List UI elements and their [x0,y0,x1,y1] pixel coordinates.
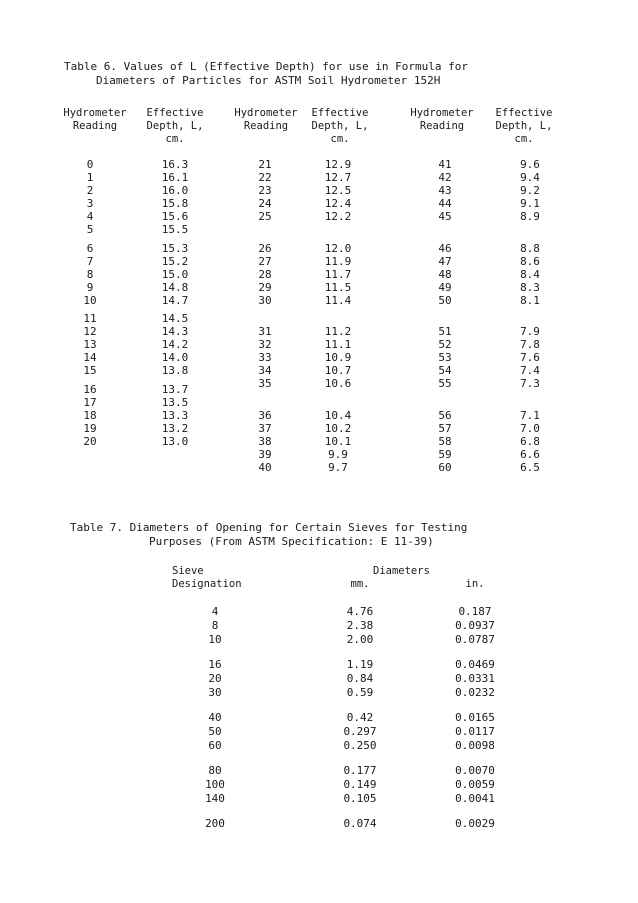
effective-depth-value: 10.9 [324,351,352,364]
diameter-mm-value: 1.19 [346,658,374,671]
diameter-mm-value: 0.149 [343,778,377,791]
table6-header-depth-2: Effective Depth, L, cm. [311,107,369,145]
diameter-in-value: 0.0232 [455,686,495,699]
hydrometer-reading-value: 46 [438,241,452,255]
effective-depth-value: 15.5 [161,223,189,236]
diameter-mm-value: 2.00 [346,633,374,646]
hydrometer-reading-value: 20 [83,434,97,448]
effective-depth-value: 10.2 [324,421,352,435]
hydrometer-reading-value: 39 [258,447,272,461]
diameter-mm-value: 0.59 [346,686,374,699]
diameter-mm-value: 0.250 [343,739,377,752]
hydrometer-reading-value: 41 [438,158,452,171]
effective-depth-value: 8.8 [520,241,540,255]
hydrometer-reading-value: 52 [438,338,452,351]
effective-depth-value: 14.7 [161,293,189,307]
effective-depth-value: 8.4 [520,267,540,281]
effective-depth-value: 13.5 [161,395,189,409]
effective-depth-value: 12.0 [324,241,352,255]
effective-depth-value: 13.7 [161,382,189,396]
effective-depth-value: 8.3 [520,280,540,294]
effective-depth-value: 7.6 [520,351,540,364]
effective-depth-value: 7.9 [520,325,540,338]
effective-depth-value: 7.4 [520,364,540,377]
diameter-mm-value: 0.105 [343,792,377,805]
diameter-in-value: 0.0469 [455,658,495,671]
hydrometer-reading-value: 34 [258,364,272,377]
sieve-designation-value: 20 [208,672,222,685]
hydrometer-reading-value: 44 [438,197,452,210]
diameter-mm-value: 0.84 [346,672,374,685]
hydrometer-reading-value: 8 [86,267,94,281]
hydrometer-reading-value: 7 [86,254,94,268]
effective-depth-value: 7.3 [520,377,540,390]
hydrometer-reading-value: 54 [438,364,452,377]
hydrometer-reading-value: 31 [258,325,272,338]
diameter-mm-value: 0.177 [343,764,377,777]
hydrometer-reading-value: 53 [438,351,452,364]
hydrometer-reading-value: 21 [258,158,272,171]
diameter-mm-value: 0.297 [343,725,377,738]
diameter-in-value: 0.0059 [455,778,495,791]
effective-depth-value: 12.4 [324,197,352,210]
hydrometer-reading-value: 19 [83,421,97,435]
table7-header-mm: mm. [350,578,370,590]
sieve-designation-value: 200 [205,817,225,830]
hydrometer-reading-value: 59 [438,447,452,461]
table6-header-reading-3: Hydrometer Reading [410,107,474,132]
hydrometer-reading-value: 42 [438,171,452,184]
effective-depth-value: 9.9 [328,447,348,461]
table7-header-diameters: Diameters [373,565,430,577]
hydrometer-reading-value: 32 [258,338,272,351]
hydrometer-reading-value: 43 [438,184,452,197]
sieve-designation-value: 10 [208,633,222,646]
table6-header-reading-1: Hydrometer Reading [63,107,127,132]
effective-depth-value: 9.4 [520,171,540,184]
hydrometer-reading-value: 11 [83,312,97,325]
effective-depth-value: 11.4 [324,293,352,307]
sieve-designation-value: 100 [205,778,225,791]
effective-depth-value: 11.5 [324,280,352,294]
effective-depth-value: 7.8 [520,338,540,351]
sieve-designation-value: 8 [211,619,219,632]
sieve-designation-value: 60 [208,739,222,752]
hydrometer-reading-value: 14 [83,351,97,364]
hydrometer-reading-value: 4 [86,210,94,223]
table6-header-depth-1: Effective Depth, L, cm. [146,107,204,145]
table6-header-depth-3: Effective Depth, L, cm. [495,107,553,145]
effective-depth-value: 6.5 [520,460,540,474]
hydrometer-reading-value: 50 [438,293,452,307]
table7-title-line2: Purposes (From ASTM Specification: E 11-39) [149,535,434,548]
hydrometer-reading-value: 17 [83,395,97,409]
effective-depth-value: 13.2 [161,421,189,435]
hydrometer-reading-value: 18 [83,408,97,422]
effective-depth-value: 7.1 [520,408,540,422]
effective-depth-value: 12.5 [324,184,352,197]
effective-depth-value: 7.0 [520,421,540,435]
hydrometer-reading-value: 3 [86,197,94,210]
hydrometer-reading-value: 58 [438,434,452,448]
hydrometer-reading-value: 47 [438,254,452,268]
hydrometer-reading-value: 49 [438,280,452,294]
effective-depth-value: 15.6 [161,210,189,223]
effective-depth-value: 13.3 [161,408,189,422]
hydrometer-reading-value: 5 [86,223,94,236]
diameter-mm-value: 0.42 [346,711,374,724]
table7-title-line1: Table 7. Diameters of Opening for Certain Sieves for Testing [70,521,468,534]
hydrometer-reading-value: 0 [86,158,94,171]
hydrometer-reading-value: 22 [258,171,272,184]
effective-depth-value: 9.2 [520,184,540,197]
diameter-in-value: 0.0041 [455,792,495,805]
hydrometer-reading-value: 6 [86,241,94,255]
hydrometer-reading-value: 48 [438,267,452,281]
effective-depth-value: 16.1 [161,171,189,184]
hydrometer-reading-value: 25 [258,210,272,223]
hydrometer-reading-value: 10 [83,293,97,307]
effective-depth-value: 12.9 [324,158,352,171]
table7-sieve-column [190,605,240,831]
table6-reading-column-1 [65,158,115,448]
sieve-designation-value: 80 [208,764,222,777]
hydrometer-reading-value: 51 [438,325,452,338]
effective-depth-value: 15.8 [161,197,189,210]
table6-title-line2: Diameters of Particles for ASTM Soil Hydrometer 152H [96,74,441,87]
effective-depth-value: 13.0 [161,434,189,448]
hydrometer-reading-value: 56 [438,408,452,422]
effective-depth-value: 12.7 [324,171,352,184]
hydrometer-reading-value: 30 [258,293,272,307]
hydrometer-reading-value: 24 [258,197,272,210]
diameter-in-value: 0.0937 [455,619,495,632]
hydrometer-reading-value: 2 [86,184,94,197]
effective-depth-value: 14.0 [161,351,189,364]
effective-depth-value: 9.1 [520,197,540,210]
hydrometer-reading-value: 33 [258,351,272,364]
table6-title-line1: Table 6. Values of L (Effective Depth) for use in Formula for [64,60,468,73]
diameter-in-value: 0.0098 [455,739,495,752]
hydrometer-reading-value: 26 [258,241,272,255]
effective-depth-value: 14.2 [161,338,189,351]
hydrometer-reading-value: 60 [438,460,452,474]
effective-depth-value: 8.9 [520,210,540,223]
table6-header-reading-2: Hydrometer Reading [234,107,298,132]
table6-depth-column-3 [505,158,555,474]
hydrometer-reading-value: 13 [83,338,97,351]
hydrometer-reading-value: 9 [86,280,94,294]
sieve-designation-value: 50 [208,725,222,738]
table6-depth-column-1 [150,158,200,448]
sieve-designation-value: 30 [208,686,222,699]
diameter-in-value: 0.187 [458,605,492,618]
hydrometer-reading-value: 35 [258,377,272,390]
effective-depth-value: 10.6 [324,377,352,390]
effective-depth-value: 11.2 [324,325,352,338]
table6-reading-column-2 [240,158,290,474]
effective-depth-value: 15.3 [161,241,189,255]
effective-depth-value: 14.3 [161,325,189,338]
effective-depth-value: 12.2 [324,210,352,223]
hydrometer-reading-value: 29 [258,280,272,294]
diameter-in-value: 0.0165 [455,711,495,724]
hydrometer-reading-value: 40 [258,460,272,474]
diameter-in-value: 0.0117 [455,725,495,738]
hydrometer-reading-value: 38 [258,434,272,448]
effective-depth-value: 16.0 [161,184,189,197]
effective-depth-value: 9.7 [328,460,348,474]
diameter-in-value: 0.0029 [455,817,495,830]
sieve-designation-value: 4 [211,605,219,618]
effective-depth-value: 13.8 [161,364,189,377]
hydrometer-reading-value: 15 [83,364,97,377]
hydrometer-reading-value: 16 [83,382,97,396]
hydrometer-reading-value: 37 [258,421,272,435]
sieve-designation-value: 40 [208,711,222,724]
diameter-in-value: 0.0787 [455,633,495,646]
hydrometer-reading-value: 1 [86,171,94,184]
effective-depth-value: 15.0 [161,267,189,281]
effective-depth-value: 16.3 [161,158,189,171]
table7-header-in: in. [465,578,485,590]
diameter-mm-value: 0.074 [343,817,377,830]
diameter-in-value: 0.0331 [455,672,495,685]
table7-header-sieve: Sieve Designation [172,565,242,590]
effective-depth-value: 9.6 [520,158,540,171]
sieve-designation-value: 140 [205,792,225,805]
effective-depth-value: 11.9 [324,254,352,268]
diameter-in-value: 0.0070 [455,764,495,777]
table7-in-column [440,605,510,831]
diameter-mm-value: 4.76 [346,605,374,618]
effective-depth-value: 14.8 [161,280,189,294]
hydrometer-reading-value: 57 [438,421,452,435]
effective-depth-value: 8.6 [520,254,540,268]
hydrometer-reading-value: 45 [438,210,452,223]
hydrometer-reading-value: 12 [83,325,97,338]
effective-depth-value: 10.7 [324,364,352,377]
hydrometer-reading-value: 36 [258,408,272,422]
table6-reading-column-3 [420,158,470,474]
hydrometer-reading-value: 55 [438,377,452,390]
effective-depth-value: 10.4 [324,408,352,422]
effective-depth-value: 15.2 [161,254,189,268]
table7-mm-column [330,605,390,831]
effective-depth-value: 6.8 [520,434,540,448]
effective-depth-value: 11.7 [324,267,352,281]
hydrometer-reading-value: 28 [258,267,272,281]
effective-depth-value: 8.1 [520,293,540,307]
effective-depth-value: 11.1 [324,338,352,351]
sieve-designation-value: 16 [208,658,222,671]
effective-depth-value: 14.5 [161,312,189,325]
diameter-mm-value: 2.38 [346,619,374,632]
hydrometer-reading-value: 27 [258,254,272,268]
hydrometer-reading-value: 23 [258,184,272,197]
effective-depth-value: 10.1 [324,434,352,448]
effective-depth-value: 6.6 [520,447,540,461]
table6-depth-column-2 [313,158,363,474]
